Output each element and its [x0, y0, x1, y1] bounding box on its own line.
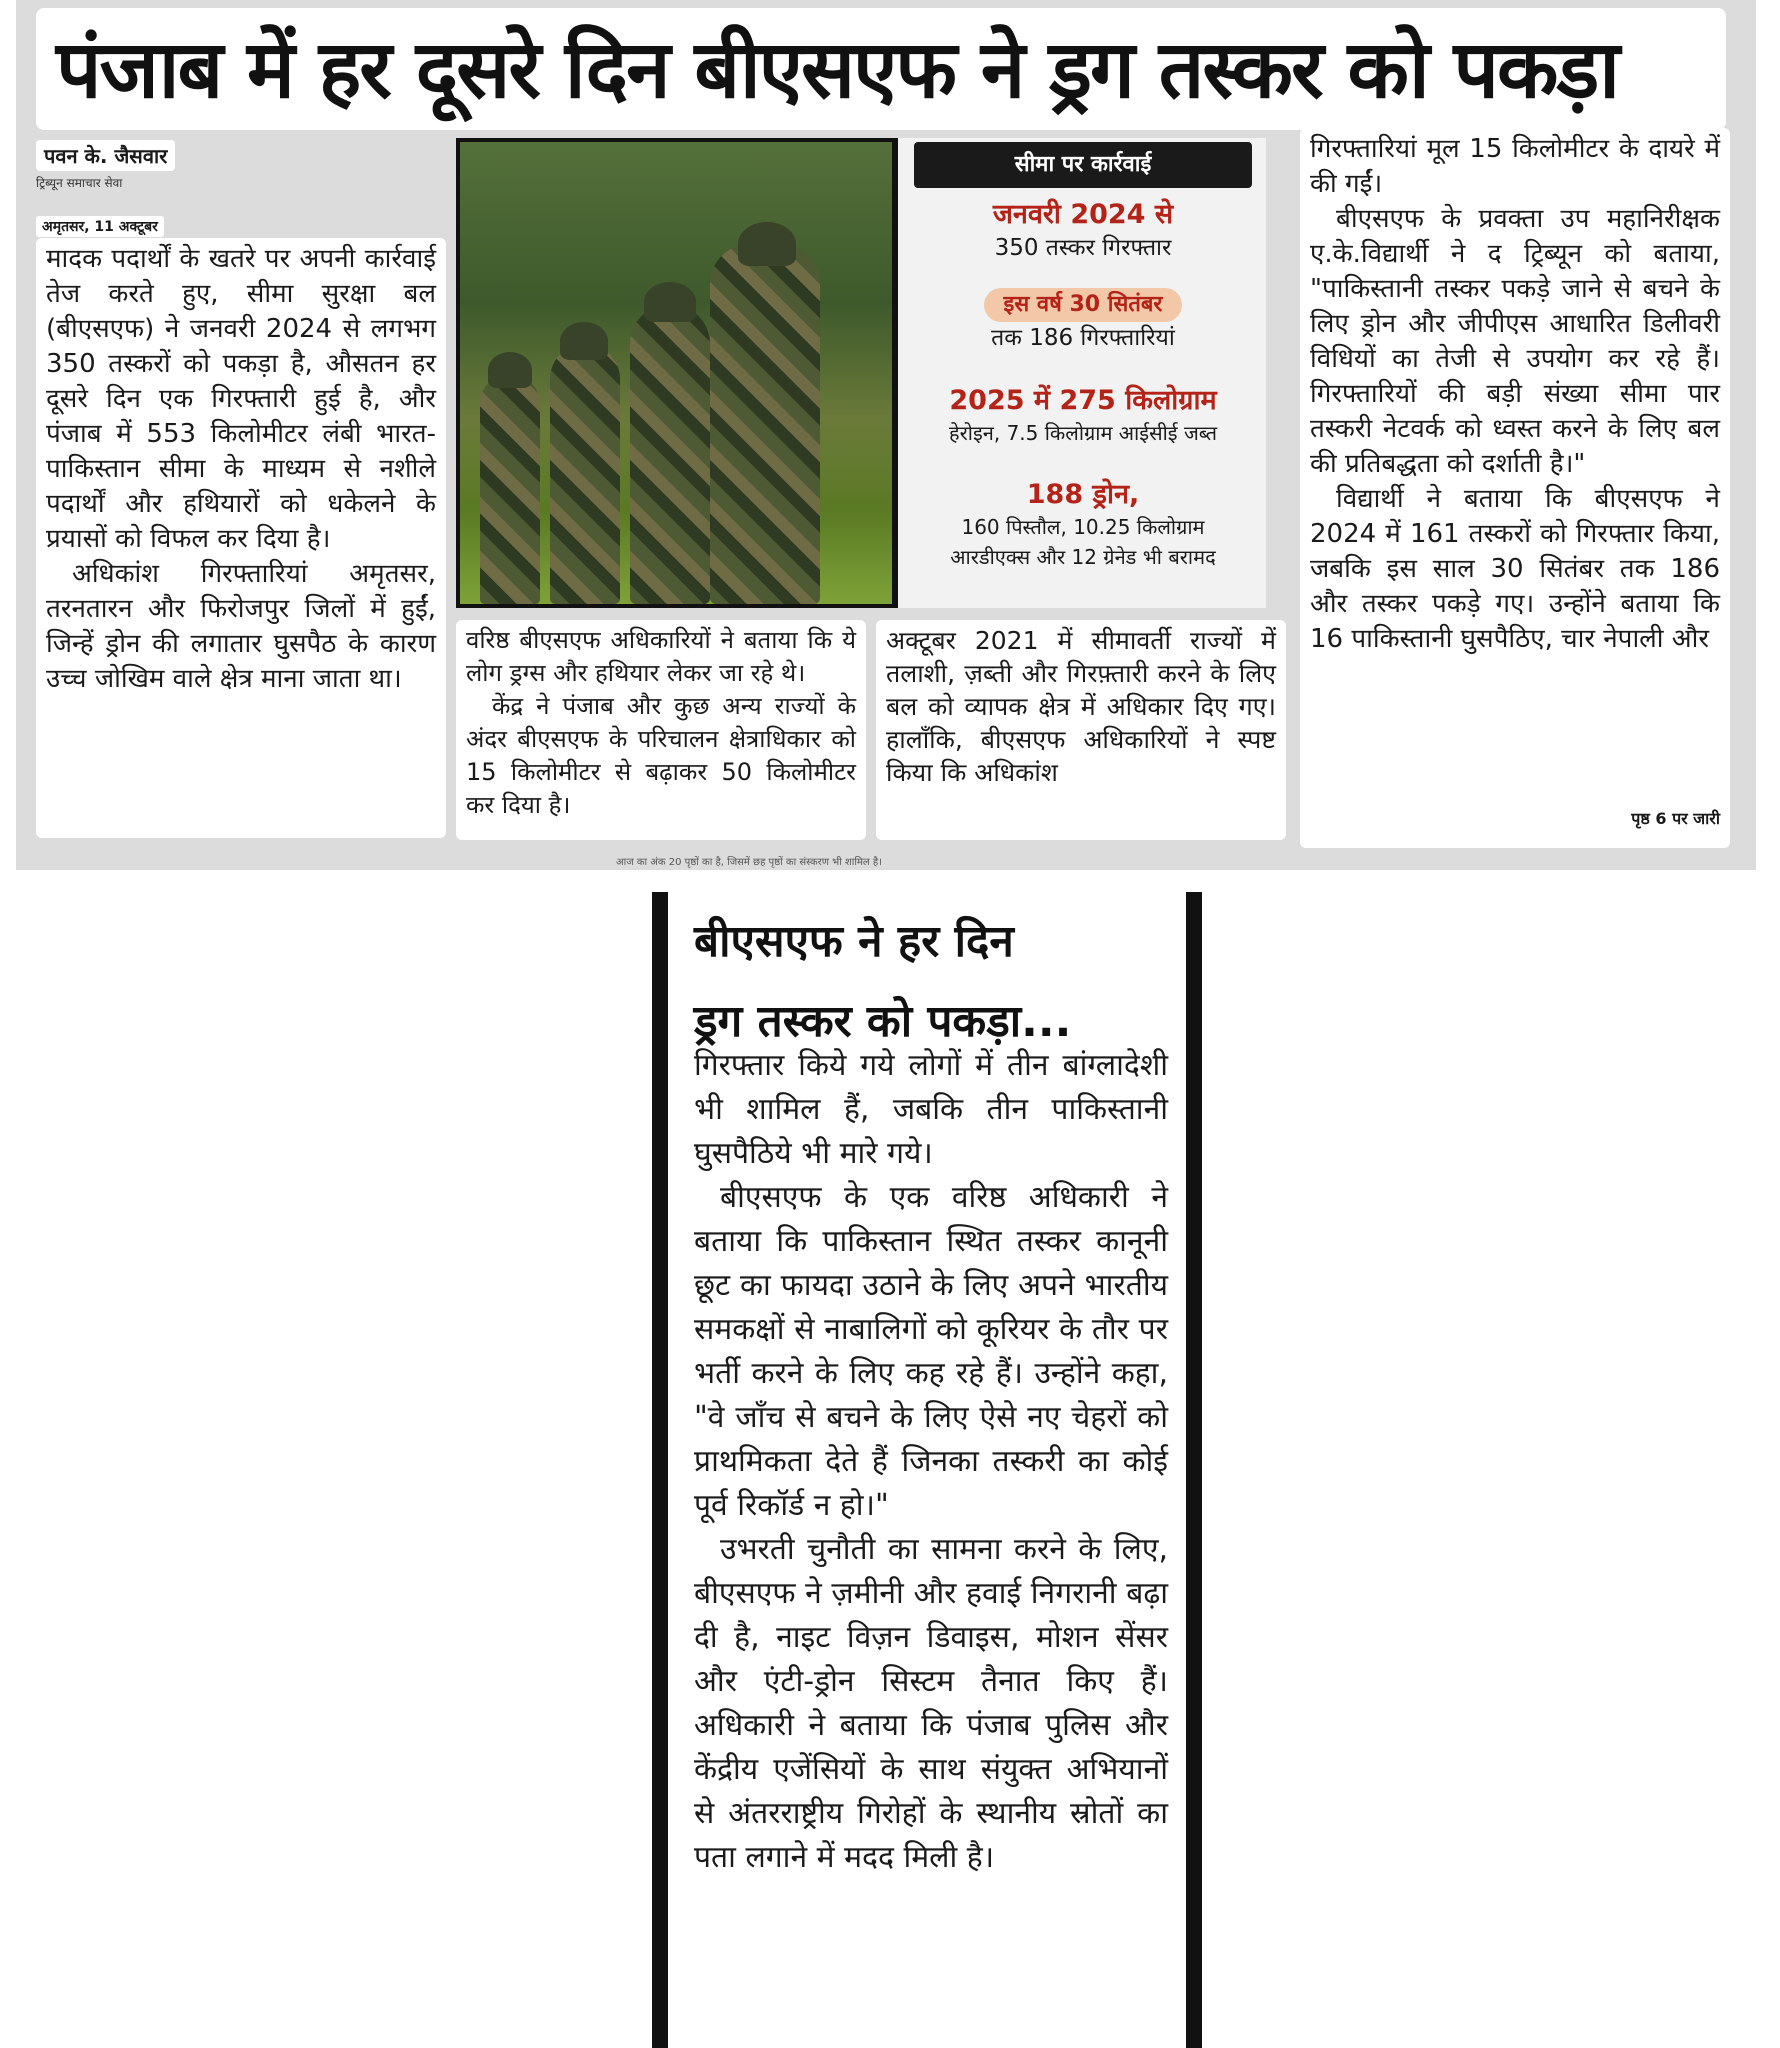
- col1-para2: अधिकांश गिरफ्तारियां अमृतसर, तरनतारन और फिरोजपुर जिलों में हुईं, जिन्हें ड्रोन की लगातार घुसपैठ के कारण उच्च जोखिम वाले क्षेत्र माना जाता था।: [46, 559, 436, 694]
- col4-para2: बीएसएफ के प्रवक्ता उप महानिरीक्षक ए.के.विद्यार्थी ने द ट्रिब्यून को बताया, "पाकिस्तानी तस्कर पकड़े जाने से बचने के लिए ड्रोन और जीपीएस आधारित डिलीवरी विधियों का तेजी से उपयोग कर रहे हैं। गिरफ्तारियों की बड़ी संख्या सीमा पार तस्करी नेटवर्क को ध्वस्त करने के लिए बल की प्रतिबद्धता को दर्शाती है।": [1310, 204, 1720, 479]
- soldiers-photo: [456, 138, 896, 608]
- article-column-2: [456, 620, 866, 840]
- info-b2-line2: तक 186 गिरफ्तारियां: [991, 325, 1175, 351]
- agency: ट्रिब्यून समाचार सेवा: [36, 176, 123, 190]
- continuation-headline: [694, 902, 1194, 1062]
- info-block-heroin: [898, 384, 1268, 448]
- headline: पंजाब में हर दूसरे दिन बीएसएफ ने ड्रग तस्कर को पकड़ा: [56, 23, 1618, 116]
- col2-para2: केंद्र ने पंजाब और कुछ अन्य राज्यों के अंदर बीएसएफ के परिचालन क्षेत्राधिकार को 15 किलोमीटर से बढ़ाकर 50 किलोमीटर कर दिया है।: [466, 692, 856, 819]
- continuation-body: [694, 1044, 1168, 1880]
- info-b4-line1: 188 ड्रोन,: [1026, 479, 1140, 510]
- helmet: [560, 322, 608, 360]
- continued-note: पृष्ठ 6 पर जारी: [1631, 809, 1720, 828]
- top-clipping: [16, 0, 1756, 870]
- info-b3-line1: 2025 में 275 किलोग्राम: [949, 385, 1217, 416]
- continuation-para2: बीएसएफ के एक वरिष्ठ अधिकारी ने बताया कि पाकिस्तान स्थित तस्कर कानूनी छूट का फायदा उठाने के लिए अपने भारतीय समकक्षों से नाबालिगों को कूरियर के तौर पर भर्ती करने के लिए कह रहे हैं। उन्होंने कहा, "वे जाँच से बचने के लिए ऐसे नए चेहरों को प्राथमिकता देते हैं जिनका तस्करी का कोई पूर्व रिकॉर्ड न हो।": [694, 1180, 1168, 1523]
- dateline: अमृतसर, 11 अक्टूबर: [36, 216, 164, 237]
- soldier-figure: [710, 244, 820, 604]
- info-b2-line1: इस वर्ष 30 सितंबर: [984, 288, 1183, 322]
- infobox: [896, 138, 1266, 608]
- info-b4-line2: 160 पिस्तौल, 10.25 किलोग्राम: [961, 515, 1205, 539]
- continuation-para3: उभरती चुनौती का सामना करने के लिए, बीएसएफ ने ज़मीनी और हवाई निगरानी बढ़ा दी है, नाइट विज़न डिवाइस, मोशन सेंसर और एंटी-ड्रोन सिस्टम तैनात किए हैं। अधिकारी ने बताया कि पंजाब पुलिस और केंद्रीय एजेंसियों के साथ संयुक्त अभियानों से अंतरराष्ट्रीय गिरोहों के स्थानीय स्रोतों का पता लगाने में मदद मिली है।: [694, 1532, 1168, 1875]
- col4-para1: गिरफ्तारियां मूल 15 किलोमीटर के दायरे में की गईं।: [1310, 134, 1720, 199]
- infobox-title: सीमा पर कार्रवाई: [914, 142, 1252, 188]
- headline-box: [36, 8, 1726, 130]
- col2-para1: वरिष्ठ बीएसएफ अधिकारियों ने बताया कि ये लोग ड्रग्स और हथियार लेकर जा रहे थे।: [466, 626, 856, 687]
- continuation-headline-line1: बीएसएफ ने हर दिन: [694, 916, 1014, 967]
- col1-para1: मादक पदार्थों के खतरे पर अपनी कार्रवाई तेज करते हुए, सीमा सुरक्षा बल (बीएसएफ) ने जनवरी 2024 से लगभग 350 तस्करों को पकड़ा है, औसतन हर दूसरे दिन एक गिरफ्तारी हुई है, और पंजाब में 553 किलोमीटर लंबी भारत-पाकिस्तान सीमा के माध्यम से नशीले पदार्थों और हथियारों को धकेलने के प्रयासों को विफल कर दिया है।: [46, 244, 436, 554]
- col3-para1: अक्टूबर 2021 में सीमावर्ती राज्यों में तलाशी, ज़ब्ती और गिरफ़्तारी करने के लिए बल को व्यापक क्षेत्र में अधिकार दिए गए। हालाँकि, बीएसएफ अधिकारियों ने स्पष्ट किया कि अधिकांश: [886, 626, 1276, 787]
- soldier-figure: [630, 304, 710, 604]
- article-column-3: [876, 620, 1286, 840]
- info-b1-line1: जनवरी 2024 से: [992, 199, 1174, 230]
- soldier-figure: [480, 374, 540, 604]
- info-block-arrests: [898, 198, 1268, 264]
- info-b4-line3: आरडीएक्स और 12 ग्रेनेड भी बरामद: [950, 545, 1216, 569]
- continuation-headline-line2: ड्रग तस्कर को पकड़ा...: [694, 996, 1072, 1047]
- helmet: [644, 282, 696, 322]
- article-column-1: [36, 238, 446, 838]
- soldier-figure: [550, 344, 620, 604]
- footnote: आज का अंक 20 पृष्ठों का है, जिसमें छह पृष्ठों का संस्करण भी शामिल है।: [616, 857, 882, 868]
- info-b1-line2: 350 तस्कर गिरफ्तार: [994, 235, 1172, 261]
- col4-para3: विद्यार्थी ने बताया कि बीएसएफ ने 2024 में 161 तस्करों को गिरफ्तार किया, जबकि इस साल 30 सितंबर तक 186 और तस्कर पकड़े गए। उन्होंने बताया कि 16 पाकिस्तानी घुसपैठिए, चार नेपाली और: [1310, 484, 1720, 654]
- continuation-para1: गिरफ्तार किये गये लोगों में तीन बांग्लादेशी भी शामिल हैं, जबकि तीन पाकिस्तानी घुसपैठिये भी मारे गये।: [694, 1048, 1168, 1171]
- info-b3-line2: हेरोइन, 7.5 किलोग्राम आईसीई जब्त: [948, 421, 1218, 445]
- info-block-drones: [898, 478, 1268, 572]
- info-block-sept: [898, 288, 1268, 354]
- article-column-4: [1300, 128, 1730, 848]
- byline: पवन के. जैसवार: [36, 140, 175, 171]
- continuation-clipping: [652, 892, 1202, 2048]
- helmet: [738, 222, 796, 266]
- helmet: [488, 352, 532, 388]
